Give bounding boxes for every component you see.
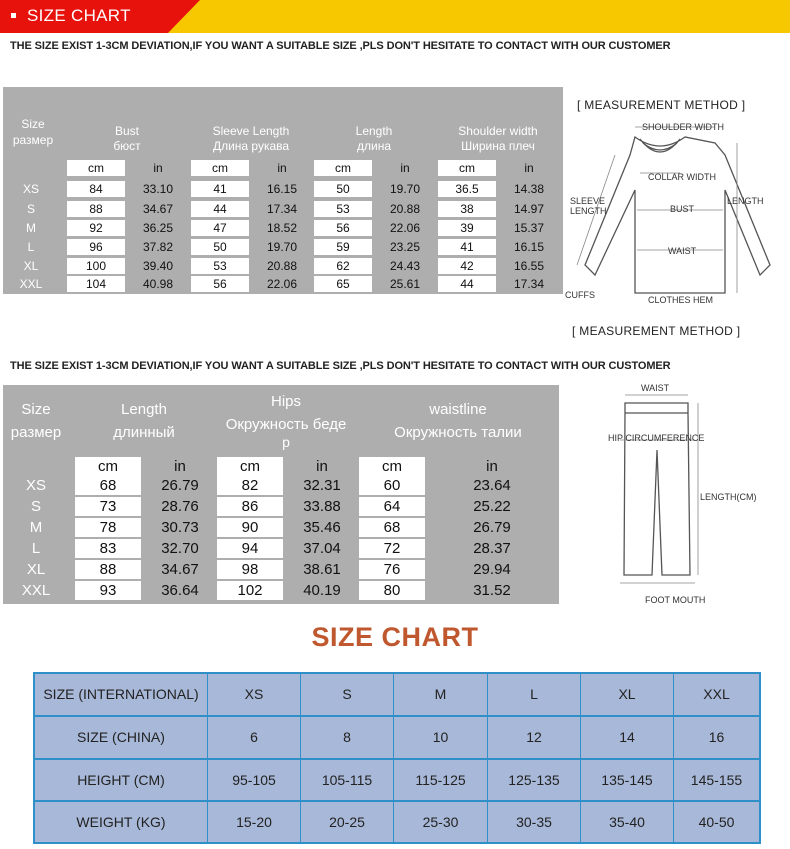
size-label: XXL (21, 582, 51, 599)
table-cell: 78 (75, 518, 141, 537)
table-cell: 95-105 (208, 760, 300, 800)
row-label: HEIGHT (CM) (35, 760, 207, 800)
table-cell: 125-135 (488, 760, 580, 800)
tops-group-header-ru: Ширина плеч (461, 139, 535, 153)
table-cell: 86 (217, 497, 283, 516)
table-cell: 73 (75, 497, 141, 516)
table-cell: 102 (217, 581, 283, 600)
table-cell: 22.06 (389, 221, 421, 235)
table-cell: 12 (488, 717, 580, 758)
table-cell: 20-25 (301, 802, 393, 842)
table-cell: 6 (208, 717, 300, 758)
header-bar (0, 0, 790, 33)
table-cell: 24.43 (389, 259, 421, 273)
deviation-note: THE SIZE EXIST 1-3CM DEVIATION,IF YOU WANT A SUITABLE SIZE ,PLS DON'T HESITATE TO CONTACT WITH OUR CUSTOMER (10, 40, 671, 52)
table-cell: 100 (67, 258, 125, 274)
pants-group-header-ru: Окружность талии (394, 424, 522, 441)
table-cell: 28.37 (473, 540, 511, 557)
label-foot-mouth: FOOT MOUTH (645, 595, 706, 605)
bullet-icon (11, 13, 16, 18)
tops-group-header-ru: длина (356, 139, 391, 153)
pants-size-table (3, 385, 559, 604)
table-cell: 115-125 (394, 760, 487, 800)
pants-group-header: waistline (429, 401, 487, 418)
label-sleeve-length: LENGTH (570, 206, 607, 216)
table-cell: 104 (67, 276, 125, 292)
table-cell: 25.61 (389, 277, 421, 291)
unit-header: cm (438, 160, 496, 176)
unit-header: in (486, 458, 498, 475)
table-cell: 29.94 (473, 561, 511, 578)
table-cell: 47 (191, 220, 249, 236)
table-cell: 37.04 (303, 540, 341, 557)
table-cell: 30.73 (161, 519, 199, 536)
table-cell: 38.61 (303, 561, 341, 578)
row-label: WEIGHT (KG) (35, 802, 207, 842)
label-pants-length: LENGTH(CM) (700, 492, 757, 502)
table-cell: L (488, 674, 580, 715)
table-cell: 16.15 (266, 182, 298, 196)
table-cell: 22.06 (266, 277, 298, 291)
size-label: S (30, 498, 41, 515)
table-cell: 38 (438, 201, 496, 217)
pants-illustration (600, 385, 710, 590)
label-collar-width: COLLAR WIDTH (648, 172, 717, 182)
size-header: Size (21, 117, 45, 131)
unit-header: cm (217, 457, 283, 476)
size-label: S (26, 202, 35, 216)
table-cell: 16.55 (513, 259, 545, 273)
table-cell: 10 (394, 717, 487, 758)
table-cell: 50 (314, 181, 372, 197)
table-cell: 92 (67, 220, 125, 236)
table-cell: 8 (301, 717, 393, 758)
table-cell: 34.67 (161, 561, 199, 578)
table-cell: 44 (191, 201, 249, 217)
unit-header: in (277, 161, 287, 175)
pants-group-header-ru: Окружность беде (225, 416, 347, 433)
table-cell: 60 (359, 476, 425, 495)
size-header: Size (21, 401, 51, 418)
table-cell: 35-40 (581, 802, 673, 842)
table-cell: 84 (67, 181, 125, 197)
table-cell: 37.82 (142, 240, 174, 254)
table-cell: 33.10 (142, 182, 174, 196)
pants-group-header-ru: длинный (113, 424, 175, 441)
table-cell: 53 (314, 201, 372, 217)
size-header-ru: размер (10, 424, 62, 441)
header-title: SIZE CHART (27, 6, 131, 25)
table-cell: 90 (217, 518, 283, 537)
tops-group-header: Bust (114, 124, 139, 138)
pants-group-header: Hips (270, 393, 301, 410)
table-cell: 50 (191, 239, 249, 255)
table-cell: 94 (217, 539, 283, 558)
table-cell: 68 (75, 476, 141, 495)
deviation-note-2: THE SIZE EXIST 1-3CM DEVIATION,IF YOU WANT A SUITABLE SIZE ,PLS DON'T HESITATE TO CONTACT WITH OUR CUSTOMER (10, 360, 671, 372)
label-length: LENGTH (727, 196, 764, 206)
table-cell: 65 (314, 276, 372, 292)
table-cell: 135-145 (581, 760, 673, 800)
table-cell: 30-35 (488, 802, 580, 842)
size-label: XXL (19, 277, 43, 291)
table-cell: 33.88 (303, 498, 341, 515)
table-cell: XXL (674, 674, 759, 715)
tops-group-header: Sleeve Length (212, 124, 290, 138)
size-label: XS (25, 477, 46, 494)
table-cell: 14.38 (513, 182, 545, 196)
table-cell: 25-30 (394, 802, 487, 842)
table-cell: 26.79 (473, 519, 511, 536)
table-cell: 23.25 (389, 240, 421, 254)
unit-header: cm (191, 160, 249, 176)
table-cell: 82 (217, 476, 283, 495)
table-cell: 105-115 (301, 760, 393, 800)
table-cell: 98 (217, 560, 283, 579)
table-cell: 25.22 (473, 498, 511, 515)
table-cell: 19.70 (266, 240, 298, 254)
table-cell: 36.5 (438, 181, 496, 197)
tops-group-header: Length (355, 124, 393, 138)
table-cell: 40-50 (674, 802, 759, 842)
table-cell: 88 (67, 201, 125, 217)
table-cell: 14.97 (513, 202, 545, 216)
size-label: L (31, 540, 41, 557)
row-label: SIZE (CHINA) (35, 717, 207, 758)
table-cell: XL (581, 674, 673, 715)
size-label: XL (26, 561, 46, 578)
table-cell: 42 (438, 258, 496, 274)
table-cell: 145-155 (674, 760, 759, 800)
table-cell: 72 (359, 539, 425, 558)
size-label: M (26, 221, 36, 235)
table-cell: 26.79 (161, 477, 199, 494)
measurement-method-footer: [ MEASUREMENT METHOD ] (572, 324, 741, 338)
unit-header: in (316, 458, 328, 475)
table-cell: 80 (359, 581, 425, 600)
table-cell: 53 (191, 258, 249, 274)
table-cell: 59 (314, 239, 372, 255)
table-cell: 93 (75, 581, 141, 600)
pants-group-header: Length (121, 401, 167, 418)
table-cell: 40.98 (142, 277, 174, 291)
table-cell: 56 (191, 276, 249, 292)
table-cell: 32.31 (303, 477, 341, 494)
table-cell: 39 (438, 220, 496, 236)
table-cell: 44 (438, 276, 496, 292)
international-size-table (33, 672, 761, 844)
table-cell: 64 (359, 497, 425, 516)
table-cell: 76 (359, 560, 425, 579)
table-cell: 36.25 (142, 221, 174, 235)
table-cell: 20.88 (266, 259, 298, 273)
table-cell: 19.70 (389, 182, 421, 196)
table-cell: 28.76 (161, 498, 199, 515)
table-cell: 17.34 (266, 202, 298, 216)
table-cell: 35.46 (303, 519, 341, 536)
label-bust: BUST (670, 204, 695, 214)
table-cell: 15-20 (208, 802, 300, 842)
size-header-ru: размер (12, 133, 54, 147)
tops-group-header: Shoulder width (458, 124, 538, 138)
table-cell: 32.70 (161, 540, 199, 557)
table-cell: 83 (75, 539, 141, 558)
table-cell: 17.34 (513, 277, 545, 291)
table-cell: 34.67 (142, 202, 174, 216)
table-cell: 18.52 (266, 221, 298, 235)
table-cell: 39.40 (142, 259, 174, 273)
size-label: XS (22, 182, 39, 196)
size-chart-title: SIZE CHART (311, 622, 479, 652)
table-cell: 41 (191, 181, 249, 197)
tops-size-table (3, 87, 563, 294)
label-shoulder-width: SHOULDER WIDTH (642, 122, 725, 132)
label-waist: WAIST (668, 246, 697, 256)
pants-group-header-ru2: р (282, 434, 290, 450)
unit-header: in (524, 161, 534, 175)
table-cell: S (301, 674, 393, 715)
table-cell: 41 (438, 239, 496, 255)
tops-group-header-ru: Длина рукава (212, 139, 290, 153)
unit-header: in (153, 161, 163, 175)
table-cell: 36.64 (161, 582, 199, 599)
tops-group-header-ru: бюст (113, 139, 141, 153)
table-cell: 40.19 (303, 582, 341, 599)
table-cell: 16.15 (513, 240, 545, 254)
label-cuffs: CUFFS (565, 290, 595, 300)
table-cell: 14 (581, 717, 673, 758)
size-label: M (29, 519, 43, 536)
table-cell: 62 (314, 258, 372, 274)
label-clothes-hem: CLOTHES HEM (648, 295, 714, 305)
table-cell: 88 (75, 560, 141, 579)
table-cell: 16 (674, 717, 759, 758)
table-cell: 31.52 (473, 582, 511, 599)
table-cell: M (394, 674, 487, 715)
measurement-method-title: [ MEASUREMENT METHOD ] (577, 98, 746, 112)
table-cell: 23.64 (473, 477, 511, 494)
unit-header: cm (314, 160, 372, 176)
size-label: L (27, 240, 35, 254)
table-cell: 20.88 (389, 202, 421, 216)
unit-header: cm (67, 160, 125, 176)
unit-header: in (174, 458, 186, 475)
table-cell: 56 (314, 220, 372, 236)
table-cell: XS (208, 674, 300, 715)
table-cell: 68 (359, 518, 425, 537)
row-label: SIZE (INTERNATIONAL) (35, 674, 207, 715)
unit-header: cm (75, 457, 141, 476)
label-pants-waist: WAIST (641, 383, 670, 393)
table-cell: 96 (67, 239, 125, 255)
unit-header: cm (359, 457, 425, 476)
unit-header: in (400, 161, 410, 175)
label-sleeve: SLEEVE (570, 196, 606, 206)
label-hip-circumference: HIP CIRCUMFERENCE (608, 433, 705, 443)
table-cell: 15.37 (513, 221, 545, 235)
size-label: XL (23, 259, 39, 273)
